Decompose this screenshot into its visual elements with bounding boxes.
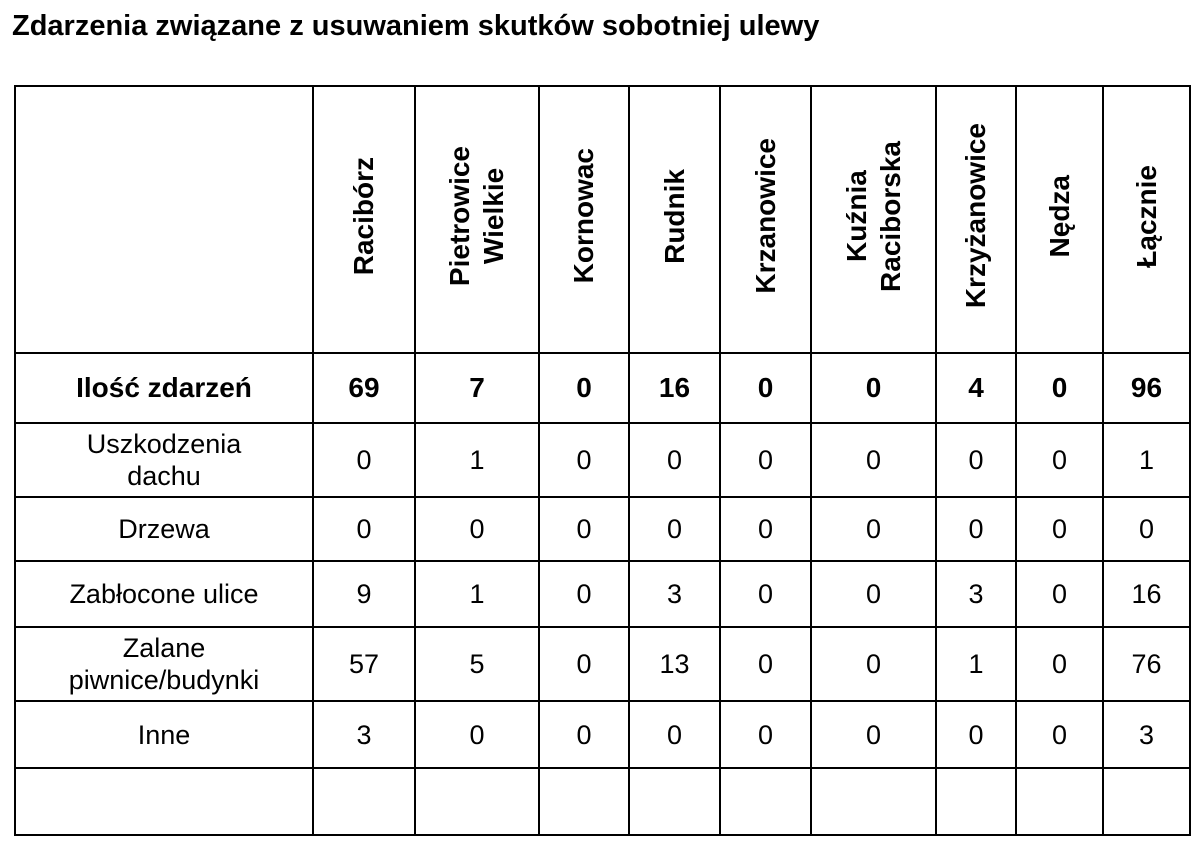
column-header-raciborz	[313, 86, 415, 353]
table-cell	[1016, 768, 1103, 835]
table-cell: 0	[1016, 497, 1103, 561]
table-cell	[1103, 768, 1190, 835]
table-cell: 1	[415, 561, 539, 627]
table-cell: 3	[1103, 701, 1190, 768]
table-cell	[313, 768, 415, 835]
row-label: Zalane piwnice/budynki	[15, 627, 313, 701]
row-label: Uszkodzenia dachu	[15, 423, 313, 497]
row-label: Ilość zdarzeń	[15, 353, 313, 423]
table-cell: 0	[936, 701, 1016, 768]
table-cell: 3	[629, 561, 720, 627]
table-row	[15, 497, 1190, 561]
table-cell: 57	[313, 627, 415, 701]
table-cell: 0	[1103, 497, 1190, 561]
table-cell: 0	[539, 627, 629, 701]
table-cell: 13	[629, 627, 720, 701]
table-cell: 0	[936, 423, 1016, 497]
header-row	[15, 86, 1190, 353]
table-row	[15, 561, 1190, 627]
table-cell: 0	[1016, 353, 1103, 423]
table-cell: 0	[1016, 423, 1103, 497]
table-cell: 0	[811, 353, 936, 423]
column-header-label: Krzanowice	[749, 138, 781, 294]
table-cell: 0	[720, 627, 811, 701]
column-header-kornowac	[539, 86, 629, 353]
table-cell: 0	[720, 561, 811, 627]
row-label: Inne	[15, 701, 313, 768]
table-cell	[811, 768, 936, 835]
table-cell: 0	[629, 423, 720, 497]
table-cell: 0	[415, 701, 539, 768]
table-cell	[720, 768, 811, 835]
table-cell: 0	[811, 561, 936, 627]
table-cell: 0	[1016, 561, 1103, 627]
table-cell: 7	[415, 353, 539, 423]
table-cell: 0	[313, 423, 415, 497]
table-cell: 4	[936, 353, 1016, 423]
table-cell: 0	[539, 497, 629, 561]
page-title: Zdarzenia związane z usuwaniem skutków sobotniej ulewy	[12, 10, 820, 42]
table-cell: 0	[936, 497, 1016, 561]
table-cell: 0	[720, 701, 811, 768]
table-cell	[415, 768, 539, 835]
table-cell: 0	[1016, 701, 1103, 768]
table-row	[15, 423, 1190, 497]
table-cell: 9	[313, 561, 415, 627]
column-header-nedza	[1016, 86, 1103, 353]
column-header-label: Racibórz	[348, 156, 379, 276]
table-cell: 0	[720, 423, 811, 497]
table-cell: 0	[811, 423, 936, 497]
column-header-label: Kornowac	[568, 148, 599, 284]
incidents-table	[14, 85, 1191, 836]
table-cell: 16	[629, 353, 720, 423]
column-header-krzyzanowice	[936, 86, 1016, 353]
row-label: Zabłocone ulice	[15, 561, 313, 627]
table-row	[15, 627, 1190, 701]
column-header-label: Pietrowice Wielkie	[444, 145, 509, 287]
column-header-rudnik	[629, 86, 720, 353]
row-label: Drzewa	[15, 497, 313, 561]
table-row-empty	[15, 768, 1190, 835]
table-cell: 1	[936, 627, 1016, 701]
table-cell: 0	[539, 423, 629, 497]
table-cell: 0	[539, 701, 629, 768]
table-cell: 3	[936, 561, 1016, 627]
table-cell: 0	[539, 561, 629, 627]
column-header-label: Łącznie	[1130, 164, 1162, 268]
column-header-lacznie	[1103, 86, 1190, 353]
table-cell	[539, 768, 629, 835]
table-cell: 0	[415, 497, 539, 561]
table-cell: 0	[313, 497, 415, 561]
table-cell: 0	[811, 497, 936, 561]
row-label	[15, 768, 313, 835]
table-cell: 5	[415, 627, 539, 701]
table-cell: 3	[313, 701, 415, 768]
table-cell: 0	[811, 627, 936, 701]
column-header-pietrowice-wielkie	[415, 86, 539, 353]
column-header-label: Nędza	[1043, 174, 1075, 258]
table-cell: 0	[811, 701, 936, 768]
column-header-label: Krzyżanowice	[960, 123, 991, 309]
table-cell: 0	[629, 701, 720, 768]
table-cell: 16	[1103, 561, 1190, 627]
table-cell	[629, 768, 720, 835]
table-cell: 96	[1103, 353, 1190, 423]
table-cell: 0	[629, 497, 720, 561]
table-cell: 0	[1016, 627, 1103, 701]
table-cell: 0	[539, 353, 629, 423]
table-cell	[936, 768, 1016, 835]
table-row	[15, 701, 1190, 768]
column-header-kuznia-raciborska	[811, 86, 936, 353]
table-cell: 0	[720, 353, 811, 423]
column-header-krzanowice	[720, 86, 811, 353]
table-cell: 76	[1103, 627, 1190, 701]
table-cell: 1	[1103, 423, 1190, 497]
table-cell: 69	[313, 353, 415, 423]
table-cell: 1	[415, 423, 539, 497]
column-header-label: Rudnik	[658, 168, 690, 264]
table-row	[15, 353, 1190, 423]
column-header-label: Kuźnia Raciborska	[840, 140, 906, 292]
table-cell: 0	[720, 497, 811, 561]
corner-cell	[15, 86, 313, 353]
